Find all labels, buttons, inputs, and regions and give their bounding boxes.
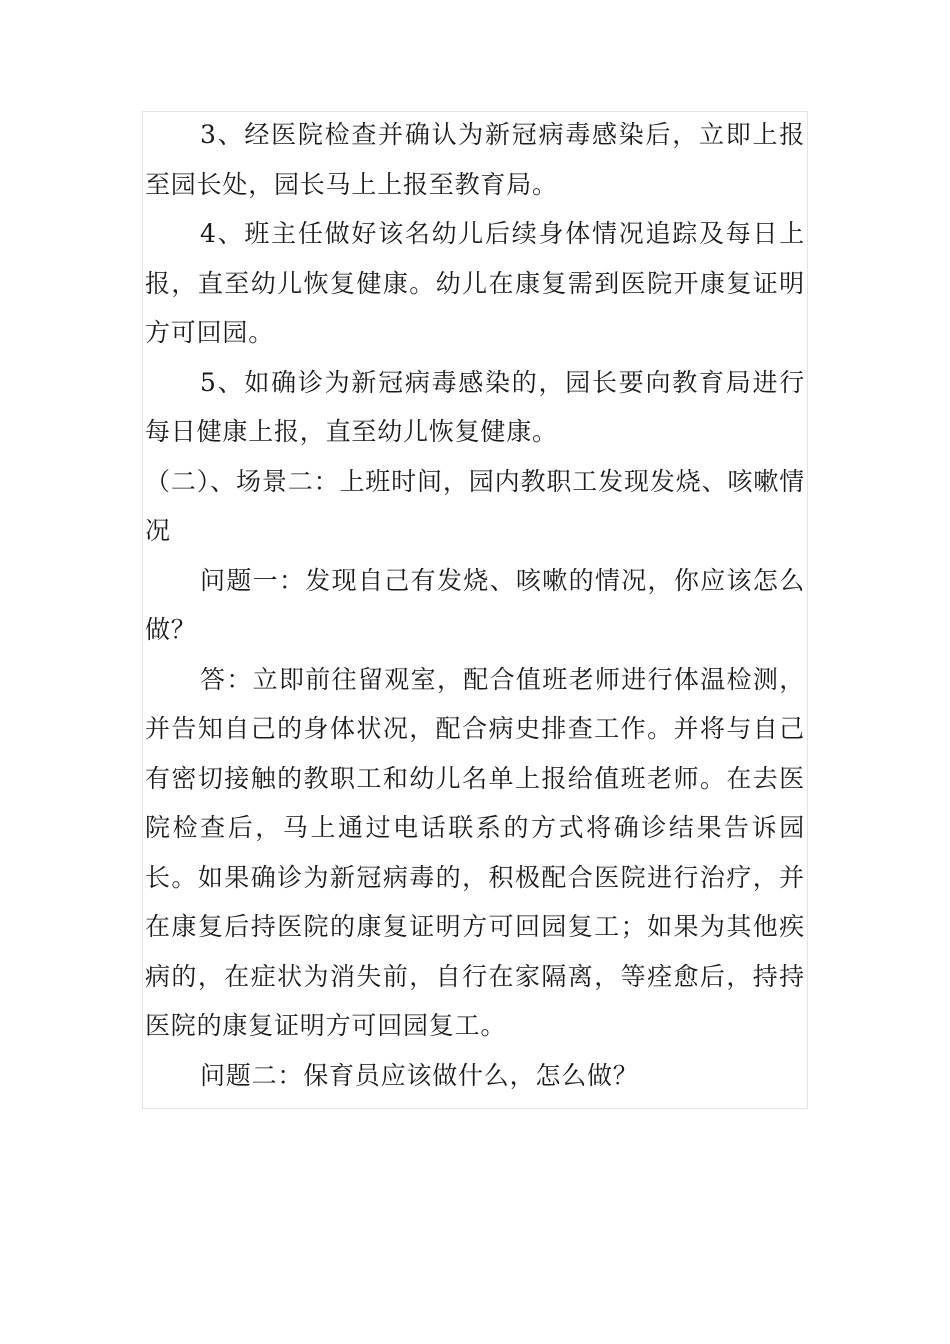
answer-1: 答：立即前往留观室，配合值班老师进行体温检测，并告知自己的身体状况，配合病史排查工作。并将与自己有密切接触的教职工和幼儿名单上报给值班老师。在去医院检查后，马上通过电话联系的方式将确诊结果告诉园长。如果确诊为新冠病毒的，积极配合医院进行治疗，并在康复后持医院的康复证明方可回园复工；如果为其他疾病的，在症状为消失前，自行在家隔离，等痊愈后，持持医院的康复证明方可回园复工。 bbox=[145, 664, 805, 1040]
paragraph-step-4: 4、班主任做好该名幼儿后续身体情况追踪及每日上报，直至幼儿恢复健康。幼儿在康复需到医院开康复证明方可回园。 bbox=[145, 219, 805, 347]
document-body bbox=[145, 110, 805, 1100]
question-1: 问题一：发现自己有发烧、咳嗽的情况，你应该怎么做？ bbox=[145, 565, 805, 644]
paragraph-step-3: 3、经医院检查并确认为新冠病毒感染后，立即上报至园长处，园长马上上报至教育局。 bbox=[145, 120, 805, 199]
paragraph-step-5: 5、如确诊为新冠病毒感染的，园长要向教育局进行每日健康上报，直至幼儿恢复健康。 bbox=[145, 367, 805, 446]
question-2: 问题二：保育员应该做什么，怎么做？ bbox=[200, 1060, 639, 1090]
section-heading-scenario-2: （二）、场景二：上班时间，园内教职工发现发烧、咳嗽情况 bbox=[145, 466, 805, 545]
